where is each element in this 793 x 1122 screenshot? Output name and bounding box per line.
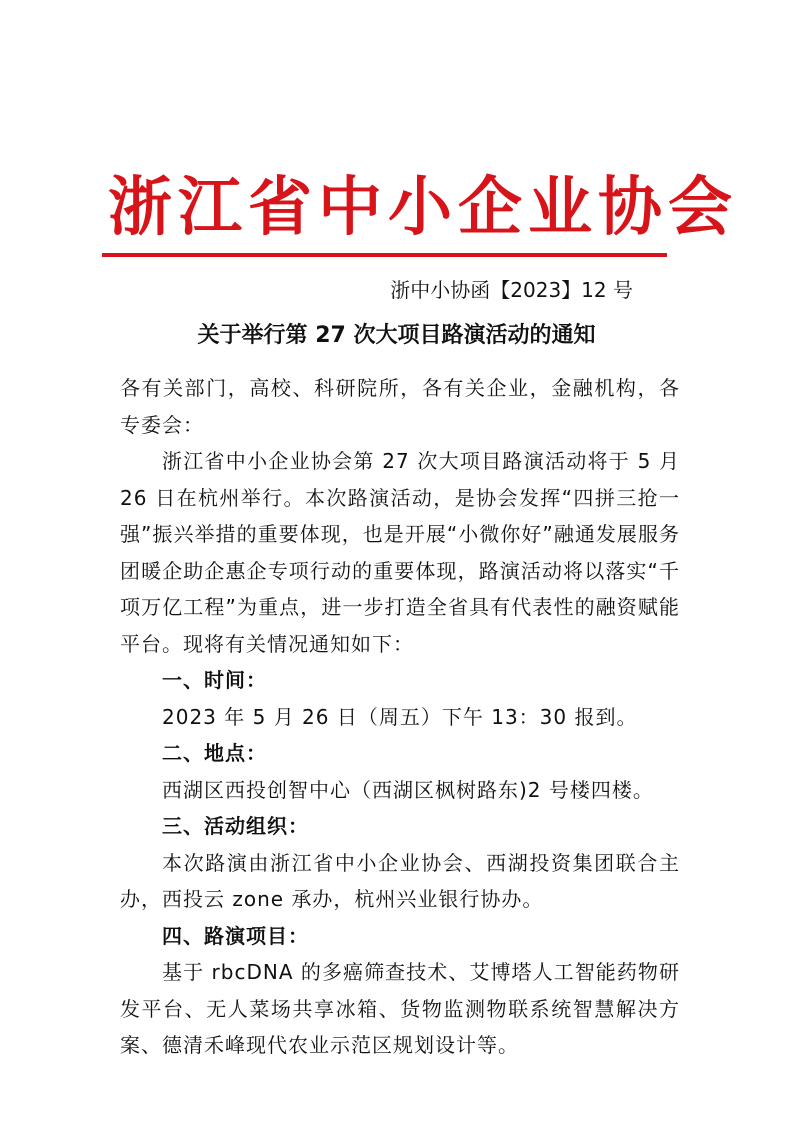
document-title: 关于举行第 27 次大项目路演活动的通知	[197, 323, 596, 348]
intro-paragraph: 浙江省中小企业协会第 27 次大项目路演活动将于 5 月 26 日在杭州举行。本次路演活动，是协会发挥“四拼三抢一强”振兴举措的重要体现，也是开展“小微你好”融通发展服务团暖企助企惠企专项行动的重要体现，路演活动将以落实“千项万亿工程”为重点，进一步打造全省具有代表性的融资赋能平台。现将有关情况通知如下：	[120, 449, 680, 656]
section-content-location: 西湖区西投创智中心（西湖区枫树路东)2 号楼四楼。	[162, 777, 654, 802]
section-content-projects: 基于 rbcDNA 的多癌筛查技术、艾博塔人工智能药物研发平台、无人菜场共享冰箱、货物监测物联系统智慧解决方案、德清禾峰现代农业示范区规划设计等。	[120, 960, 680, 1057]
section-heading-location: 二、地点：	[162, 741, 267, 765]
salutation: 各有关部门，高校、科研院所，各有关企业，金融机构，各专委会：	[120, 376, 680, 437]
letterhead-red-rule	[102, 253, 667, 257]
document-number: 浙中小协函【2023】12 号	[390, 278, 633, 302]
letterhead-org-name: 浙江省中小企业协会	[108, 171, 738, 245]
section-heading-time: 一、时间：	[162, 668, 267, 692]
section-heading-projects: 四、路演项目：	[162, 923, 309, 948]
section-heading-organization: 三、活动组织：	[162, 814, 309, 838]
section-content-time: 2023 年 5 月 26 日（周五）下午 13：30 报到。	[162, 704, 638, 729]
section-content-organization: 本次路演由浙江省中小企业协会、西湖投资集团联合主办，西投云 zone 承办，杭州兴业银行协办。	[120, 850, 680, 911]
document-body	[120, 370, 680, 1064]
